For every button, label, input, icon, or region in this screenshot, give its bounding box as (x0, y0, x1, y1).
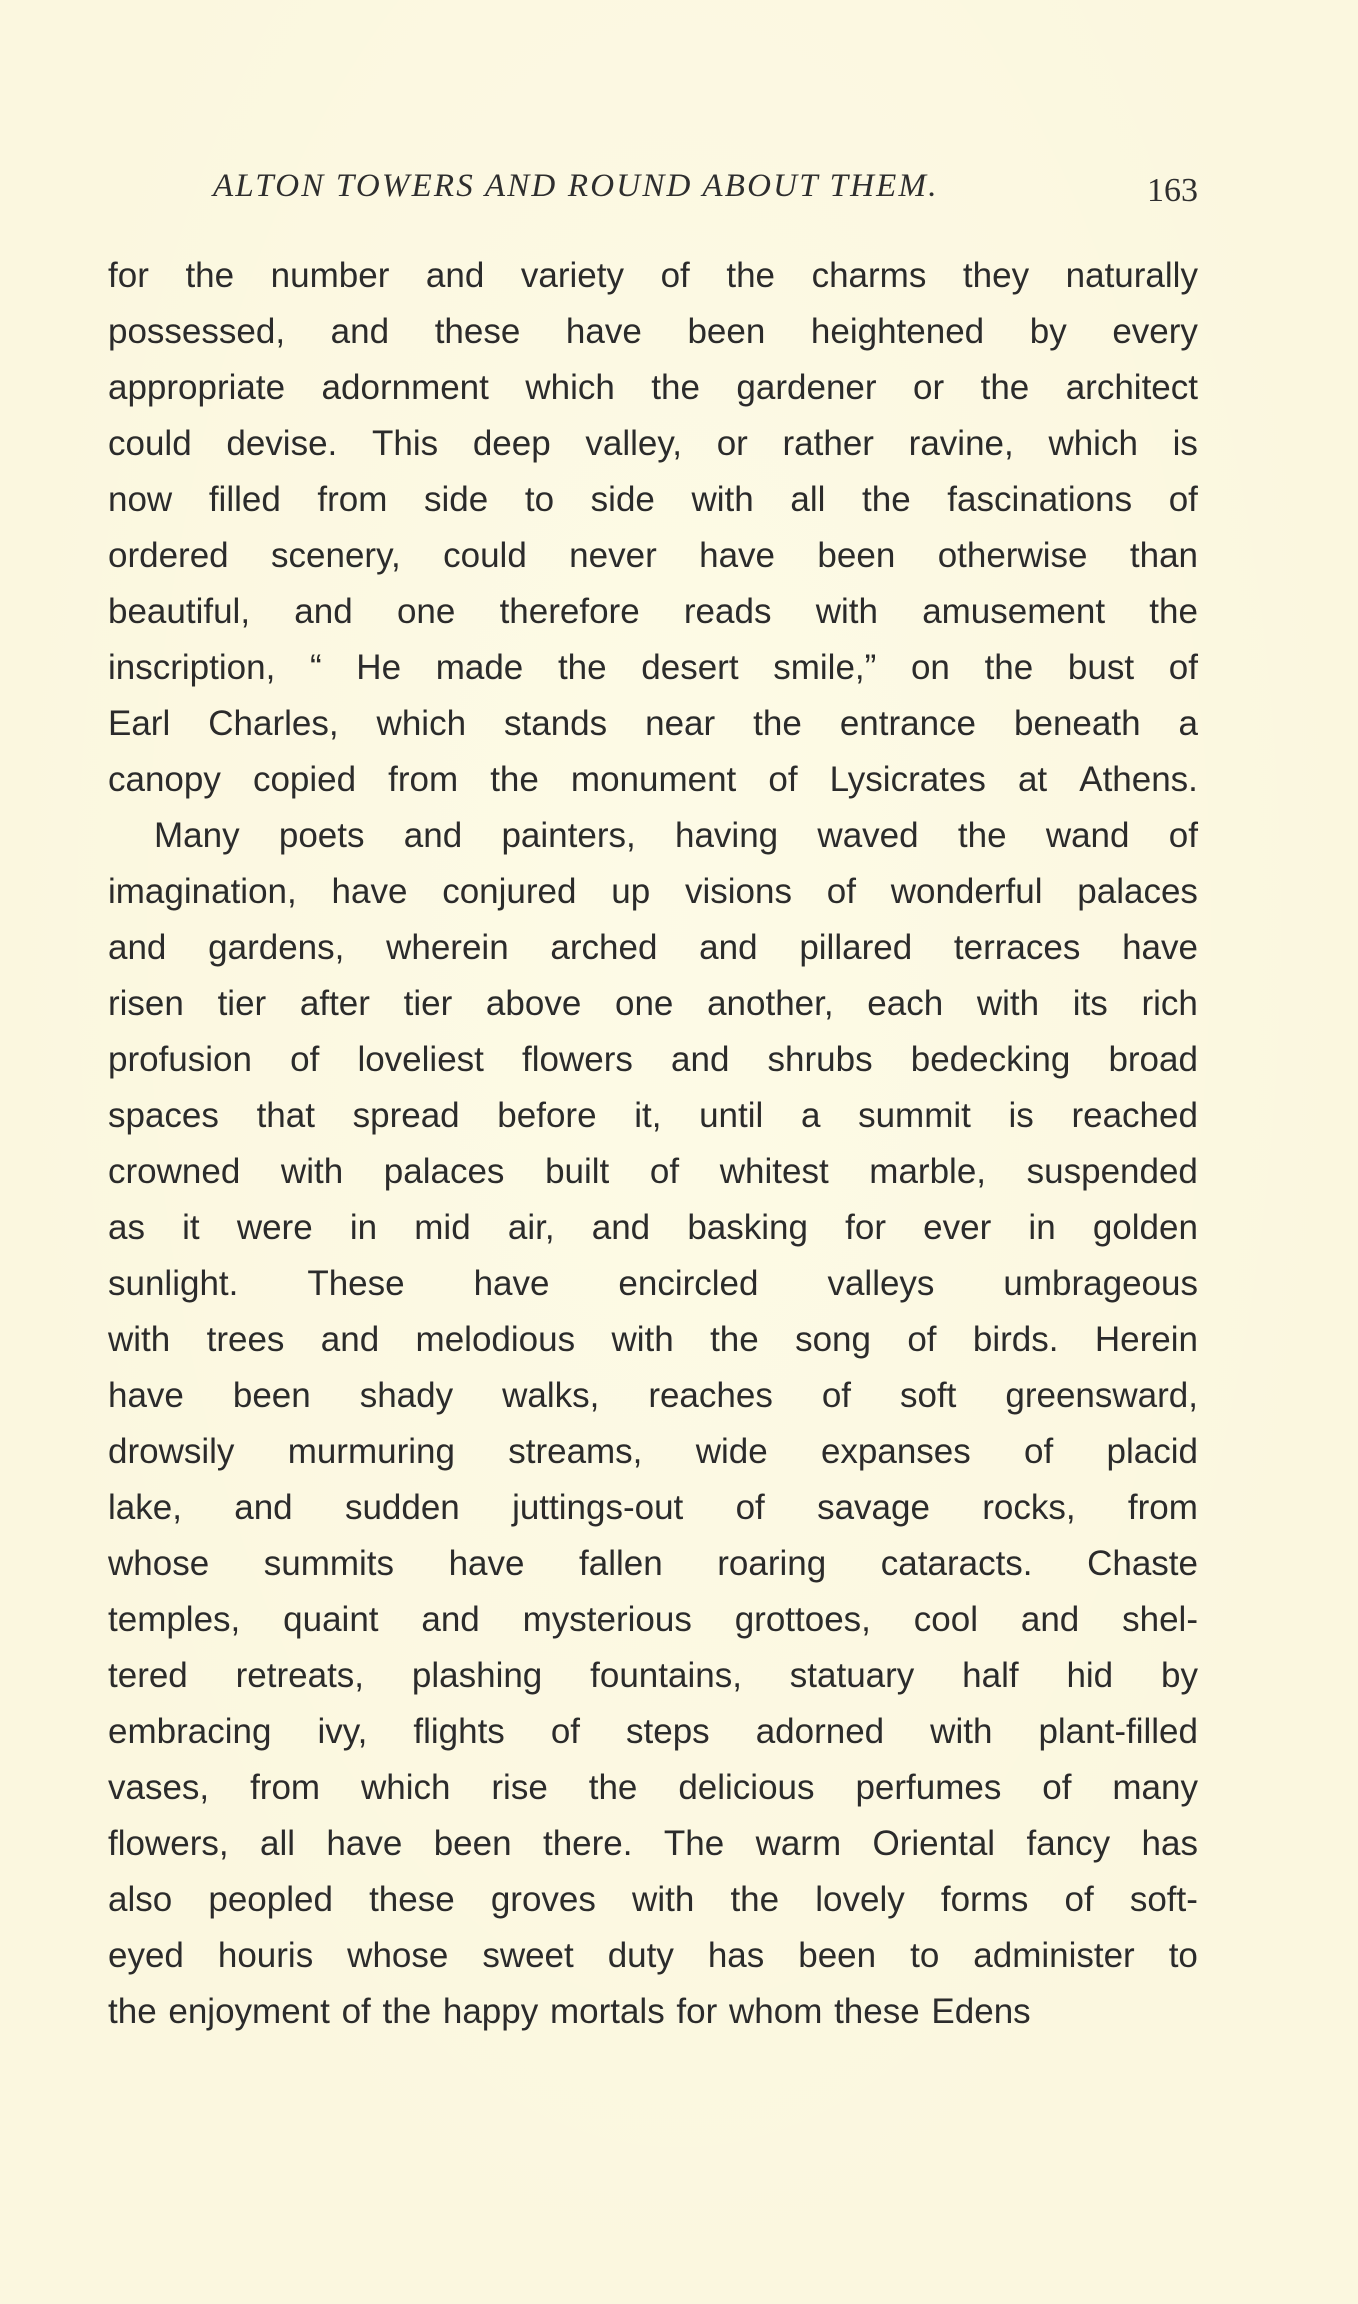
text-line: tered retreats, plashing fountains, statuary half hid by (108, 1656, 1198, 1695)
text-line: also peopled these groves with the lovely forms of soft- (108, 1880, 1198, 1919)
text-line: and gardens, wherein arched and pillared terraces have (108, 928, 1198, 967)
text-line: have been shady walks, reaches of soft greensward, (108, 1376, 1198, 1415)
text-line: sunlight. These have encircled valleys umbrageous (108, 1264, 1198, 1303)
text-line: Earl Charles, which stands near the entrance beneath a (108, 704, 1198, 743)
text-line: for the number and variety of the charms they naturally (108, 256, 1198, 295)
text-line: Many poets and painters, having waved the wand of (154, 816, 1198, 855)
running-head (108, 168, 1198, 220)
page-number: 163 (1147, 172, 1198, 209)
body-text (108, 248, 1198, 2040)
text-line: imagination, have conjured up visions of wonderful palaces (108, 872, 1198, 911)
text-line: profusion of loveliest flowers and shrubs bedecking broad (108, 1040, 1198, 1079)
text-line: vases, from which rise the delicious perfumes of many (108, 1768, 1198, 1807)
text-line: flowers, all have been there. The warm Oriental fancy has (108, 1824, 1198, 1863)
text-line: crowned with palaces built of whitest marble, suspended (108, 1152, 1198, 1191)
text-line: beautiful, and one therefore reads with amusement the (108, 592, 1198, 631)
text-line: whose summits have fallen roaring cataracts. Chaste (108, 1544, 1198, 1583)
text-line: spaces that spread before it, until a summit is reached (108, 1096, 1198, 1135)
text-line: with trees and melodious with the song of birds. Herein (108, 1320, 1198, 1359)
text-line: risen tier after tier above one another, each with its rich (108, 984, 1198, 1023)
text-line: ordered scenery, could never have been otherwise than (108, 536, 1198, 575)
text-line: the enjoyment of the happy mortals for whom these Edens (108, 1992, 1031, 2031)
text-line: now filled from side to side with all the fascinations of (108, 480, 1198, 519)
text-line: embracing ivy, flights of steps adorned with plant-filled (108, 1712, 1198, 1751)
text-line: appropriate adornment which the gardener or the architect (108, 368, 1198, 407)
text-line: lake, and sudden juttings-out of savage rocks, from (108, 1488, 1198, 1527)
text-line: inscription, “ He made the desert smile,” on the bust of (108, 648, 1198, 687)
text-line: as it were in mid air, and basking for ever in golden (108, 1208, 1198, 1247)
text-line: eyed houris whose sweet duty has been to administer to (108, 1936, 1198, 1975)
text-line: possessed, and these have been heightened by every (108, 312, 1198, 351)
text-line: drowsily murmuring streams, wide expanses of placid (108, 1432, 1198, 1471)
text-line: canopy copied from the monument of Lysicrates at Athens. (108, 760, 1198, 799)
text-line: could devise. This deep valley, or rather ravine, which is (108, 424, 1198, 463)
running-title: ALTON TOWERS AND ROUND ABOUT THEM. (213, 168, 939, 204)
text-line: temples, quaint and mysterious grottoes, cool and shel- (108, 1600, 1198, 1639)
